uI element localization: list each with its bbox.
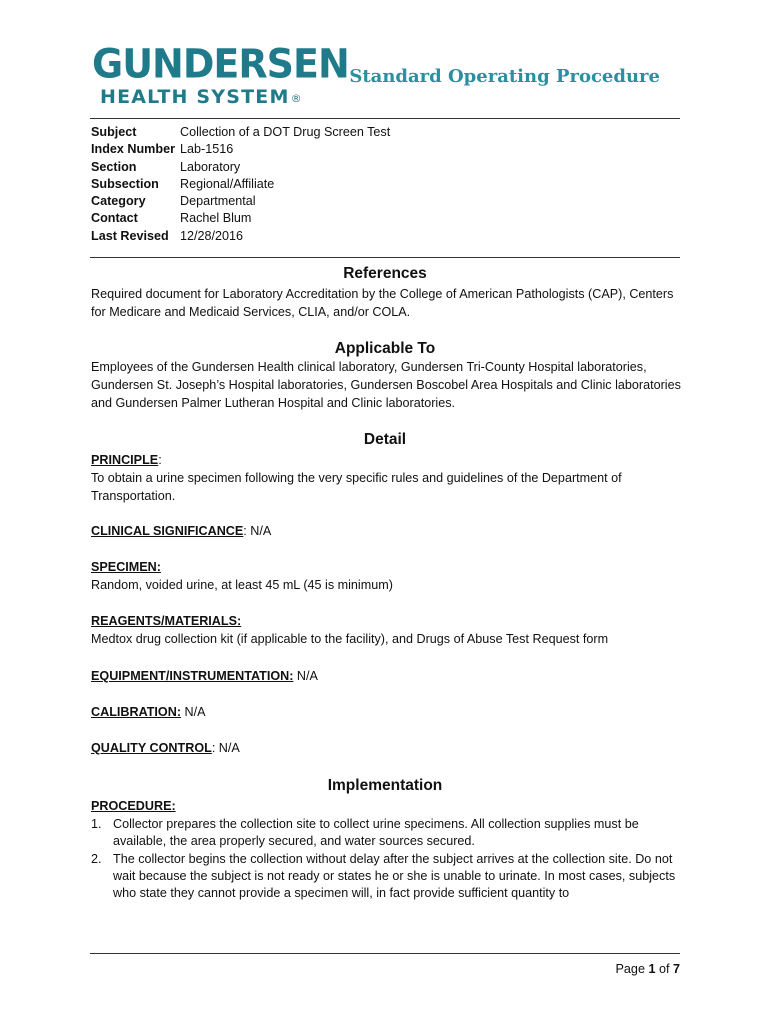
meta-row-section	[91, 159, 390, 176]
meta-value: Lab-1516	[180, 142, 234, 157]
procedure-step	[91, 816, 683, 851]
principle-text: To obtain a urine specimen following the very specific rules and guidelines of the Department of Transportation.	[91, 471, 622, 503]
calibration-line	[91, 703, 683, 721]
logo-subtitle	[100, 86, 322, 110]
procedure-label-line	[91, 797, 683, 815]
registered-mark: ®	[290, 92, 303, 105]
applicable-to-text: Employees of the Gundersen Health clinical laboratory, Gundersen Tri-County Hospital laboratories, Gundersen St. Joseph’s Hospital laboratories, Gundersen Boscobel Area Hospitals and Clinic laboratories and Gundersen Palmer Lutheran Hospital and Clinic laboratories.	[91, 360, 681, 410]
logo-wordmark: GUNDERSEN	[92, 40, 349, 88]
meta-row-category	[91, 193, 390, 210]
gundersen-logo	[92, 40, 349, 110]
document-type-title: Standard Operating Procedure	[349, 66, 660, 87]
specimen-label: SPECIMEN:	[91, 560, 161, 574]
page-number	[616, 962, 680, 976]
meta-value: 12/28/2016	[180, 228, 244, 243]
procedure-label: PROCEDURE:	[91, 799, 176, 813]
meta-row-subject	[91, 124, 390, 141]
calibration-label: CALIBRATION:	[91, 705, 182, 719]
quality-control-label: QUALITY CONTROL	[91, 741, 212, 755]
meta-label: Subsection	[91, 176, 159, 191]
meta-value: Regional/Affiliate	[180, 176, 275, 191]
principle-block	[91, 451, 683, 505]
meta-value: Collection of a DOT Drug Screen Test	[180, 125, 391, 139]
procedure-step	[91, 851, 683, 903]
quality-control-line	[91, 739, 683, 757]
meta-row-subsection	[91, 176, 390, 193]
meta-label: Subject	[91, 125, 137, 139]
meta-value: Departmental	[180, 194, 256, 209]
clinical-significance-line	[91, 522, 683, 540]
meta-row-last-revised	[91, 228, 390, 245]
total-pages: 7	[672, 962, 680, 976]
logo-subtitle-text: HEALTH SYSTEM	[100, 86, 290, 108]
meta-value: Rachel Blum	[180, 211, 252, 226]
applicable-to-heading: Applicable To	[334, 340, 436, 357]
procedure-list	[91, 816, 683, 902]
meta-label: Section	[91, 159, 137, 174]
calibration-value: N/A	[181, 705, 206, 719]
page-word: Page	[615, 962, 645, 976]
detail-heading: Detail	[363, 431, 407, 448]
meta-row-index-number	[91, 141, 390, 158]
principle-label: PRINCIPLE	[91, 453, 159, 467]
meta-label: Last Revised	[91, 228, 169, 243]
reagents-block	[91, 612, 683, 648]
footer-divider	[90, 953, 680, 954]
principle-label-line	[91, 451, 683, 469]
reagents-text: Medtox drug collection kit (if applicable to the facility), and Drugs of Abuse Test Request form	[91, 632, 609, 646]
references-text: Required document for Laboratory Accreditation by the College of American Pathologists (CAP), Centers for Medicare and Medicaid Services, CLIA, and/or COLA.	[91, 287, 674, 319]
step-text: Collector prepares the collection site to collect urine specimens. All collection supplies must be available, the area properly secured, and water sources secured.	[113, 817, 639, 849]
meta-label: Contact	[91, 211, 138, 226]
clinical-significance-value: : N/A	[243, 524, 272, 538]
header-divider	[90, 118, 680, 119]
meta-row-contact	[91, 210, 390, 227]
meta-label: Index Number	[91, 142, 175, 157]
step-number: 1.	[91, 817, 102, 831]
references-heading: References	[343, 265, 427, 282]
metadata-divider	[90, 257, 680, 258]
principle-separator: :	[158, 453, 162, 467]
equipment-label: EQUIPMENT/INSTRUMENTATION:	[91, 669, 294, 683]
quality-control-value: : N/A	[211, 741, 240, 755]
equipment-line	[91, 667, 683, 685]
meta-label: Category	[91, 194, 146, 209]
document-metadata	[91, 124, 390, 245]
equipment-value: N/A	[293, 669, 318, 683]
of-word: of	[658, 962, 670, 976]
specimen-block	[91, 558, 683, 594]
reagents-label: REAGENTS/MATERIALS:	[91, 614, 242, 628]
implementation-heading: Implementation	[327, 777, 443, 794]
meta-value: Laboratory	[180, 159, 241, 174]
step-number: 2.	[91, 851, 102, 866]
specimen-text: Random, voided urine, at least 45 mL (45 is minimum)	[91, 578, 393, 592]
step-text: The collector begins the collection without delay after the subject arrives at the collection site. Do not wait because the subject is not ready or states he or she is unable to urinate. In most cases, subjects who state they cannot provide a specimen will, in fact provide sufficient quantity to	[113, 851, 676, 901]
current-page: 1	[648, 962, 656, 976]
clinical-significance-label: CLINICAL SIGNIFICANCE	[91, 524, 244, 538]
